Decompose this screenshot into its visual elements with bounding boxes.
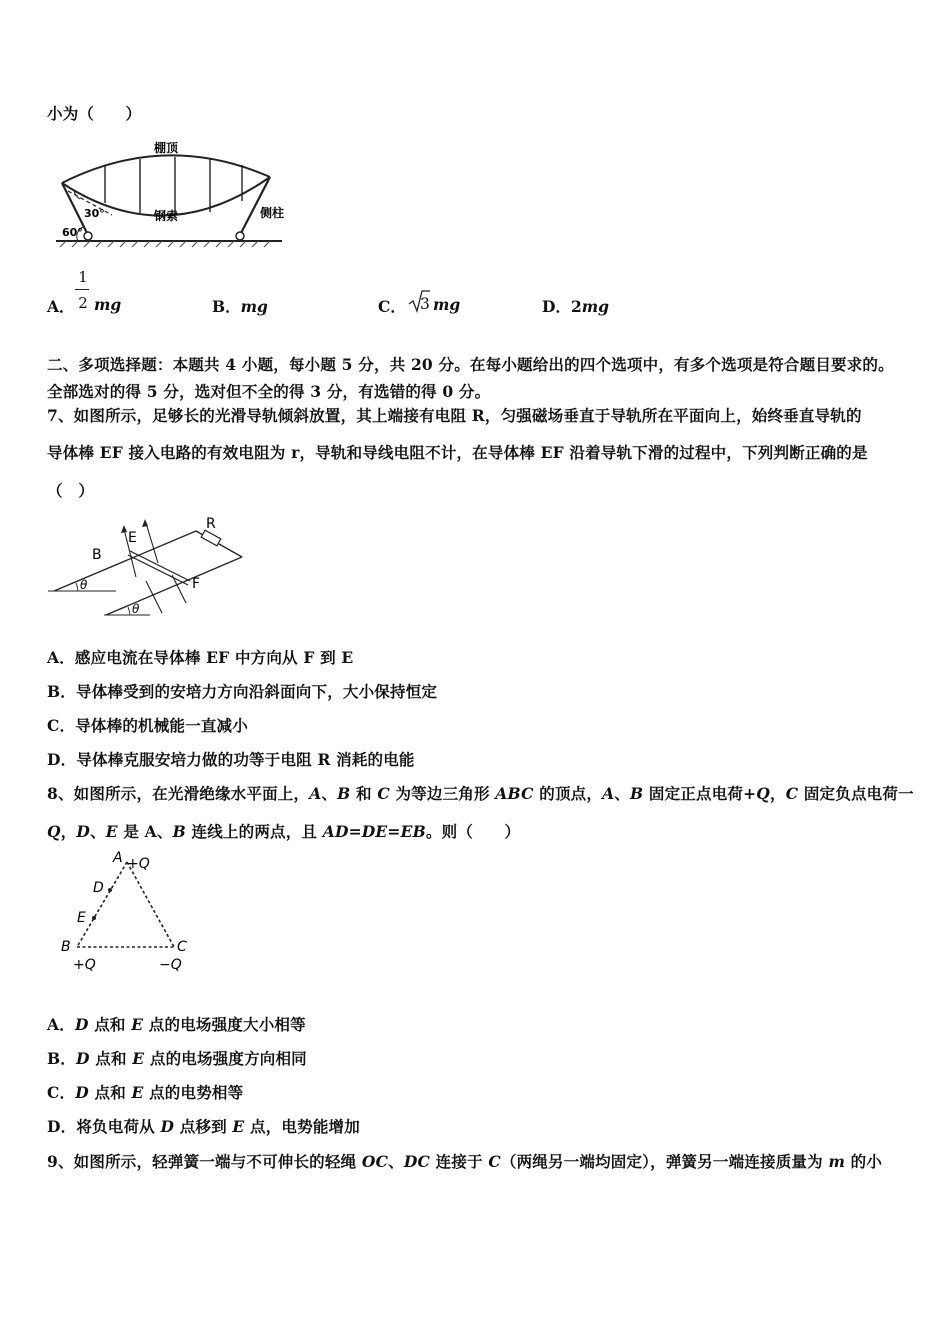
q6-option-c-mg: mg [433,295,461,314]
label-R: R [206,516,216,532]
q7-stem-line3: （ ） [47,481,95,500]
section2-line1: 二、多项选择题：本题共 4 小题，每小题 5 分，共 20 分。在每小题给出的四个选项中，有多个选项是符合题目要求的。 [47,355,894,374]
q7-stem-line2: 导体棒 EF 接入电路的有效电阻为 r，导轨和导线电阻不计，在导体棒 EF 沿着导轨下滑的过程中，下列判断正确的是 [47,443,868,462]
post-label: 侧柱 [260,206,285,220]
cable-label: 钢索 [154,209,179,223]
q6-option-a-mg: mg [94,295,122,314]
label-theta-2: θ [132,602,140,616]
charge-top-label: +Q [127,856,150,872]
q8-stem-line1: 8、如图所示，在光滑绝缘水平面上，A、B 和 C 为等边三角形 ABC 的顶点，A、B 固定正点电荷+Q，C 固定负点电荷一 [47,784,914,803]
q8-option-d: D．将负电荷从 D 点移到 E 点，电势能增加 [47,1117,360,1136]
point-D-label: D [93,880,104,896]
label-F: F [192,576,201,592]
rails-figure [46,515,251,620]
label-E: E [128,530,137,546]
q6-option-a-numerator: 1 [78,268,88,286]
q6-option-b: B．mg [212,297,268,316]
charge-B-label: +Q [73,957,96,973]
angle-30-label: 30° [84,207,105,220]
q6-option-d: D．2mg [542,297,609,316]
q7-option-c: C．导体棒的机械能一直减小 [47,716,248,735]
tent-figure [50,133,290,248]
label-theta-1: θ [80,578,88,592]
q8-option-b: B．D 点和 E 点的电场强度方向相同 [47,1049,307,1068]
q6-option-a: A． [47,297,75,316]
q9-stem-line1: 9、如图所示，轻弹簧一端与不可伸长的轻绳 OC、DC 连接于 C（两绳另一端均固定），弹簧另一端连接质量为 m 的小 [47,1152,883,1171]
q6-option-a-fraction-bar [75,289,89,290]
q7-option-b: B．导体棒受到的安培力方向沿斜面向下，大小保持恒定 [47,682,438,701]
vertex-A-label: A [113,850,123,866]
roof-label: 棚顶 [154,141,179,155]
q7-option-a: A．感应电流在导体棒 EF 中方向从 F 到 E [47,648,354,667]
q8-stem-line2: Q，D、E 是 A、B 连线上的两点，且 AD=DE=EB。则（ ） [47,822,521,841]
vertex-C-label: C [177,939,187,955]
angle-60-label: 60° [62,226,83,239]
label-B: B [92,547,102,563]
charge-C-label: −Q [159,957,182,973]
q6-tail: 小为（ ） [47,104,142,123]
q6-option-c-root: 3 [420,295,430,313]
q6-option-a-denominator: 2 [78,294,88,312]
triangle-figure [55,848,200,976]
q7-stem-line1: 7、如图所示，足够长的光滑导轨倾斜放置，其上端接有电阻 R，匀强磁场垂直于导轨所在平面向上，始终垂直导轨的 [47,406,862,425]
q8-option-c: C．D 点和 E 点的电势相等 [47,1083,244,1102]
vertex-B-label: B [61,939,71,955]
point-E-label: E [77,910,86,926]
q6-option-c: C． [378,297,406,316]
q8-option-a: A．D 点和 E 点的电场强度大小相等 [47,1015,306,1034]
q7-option-d: D．导体棒克服安培力做的功等于电阻 R 消耗的电能 [47,750,415,769]
section2-line2: 全部选对的得 5 分，选对但不全的得 3 分，有选错的得 0 分。 [47,382,491,401]
